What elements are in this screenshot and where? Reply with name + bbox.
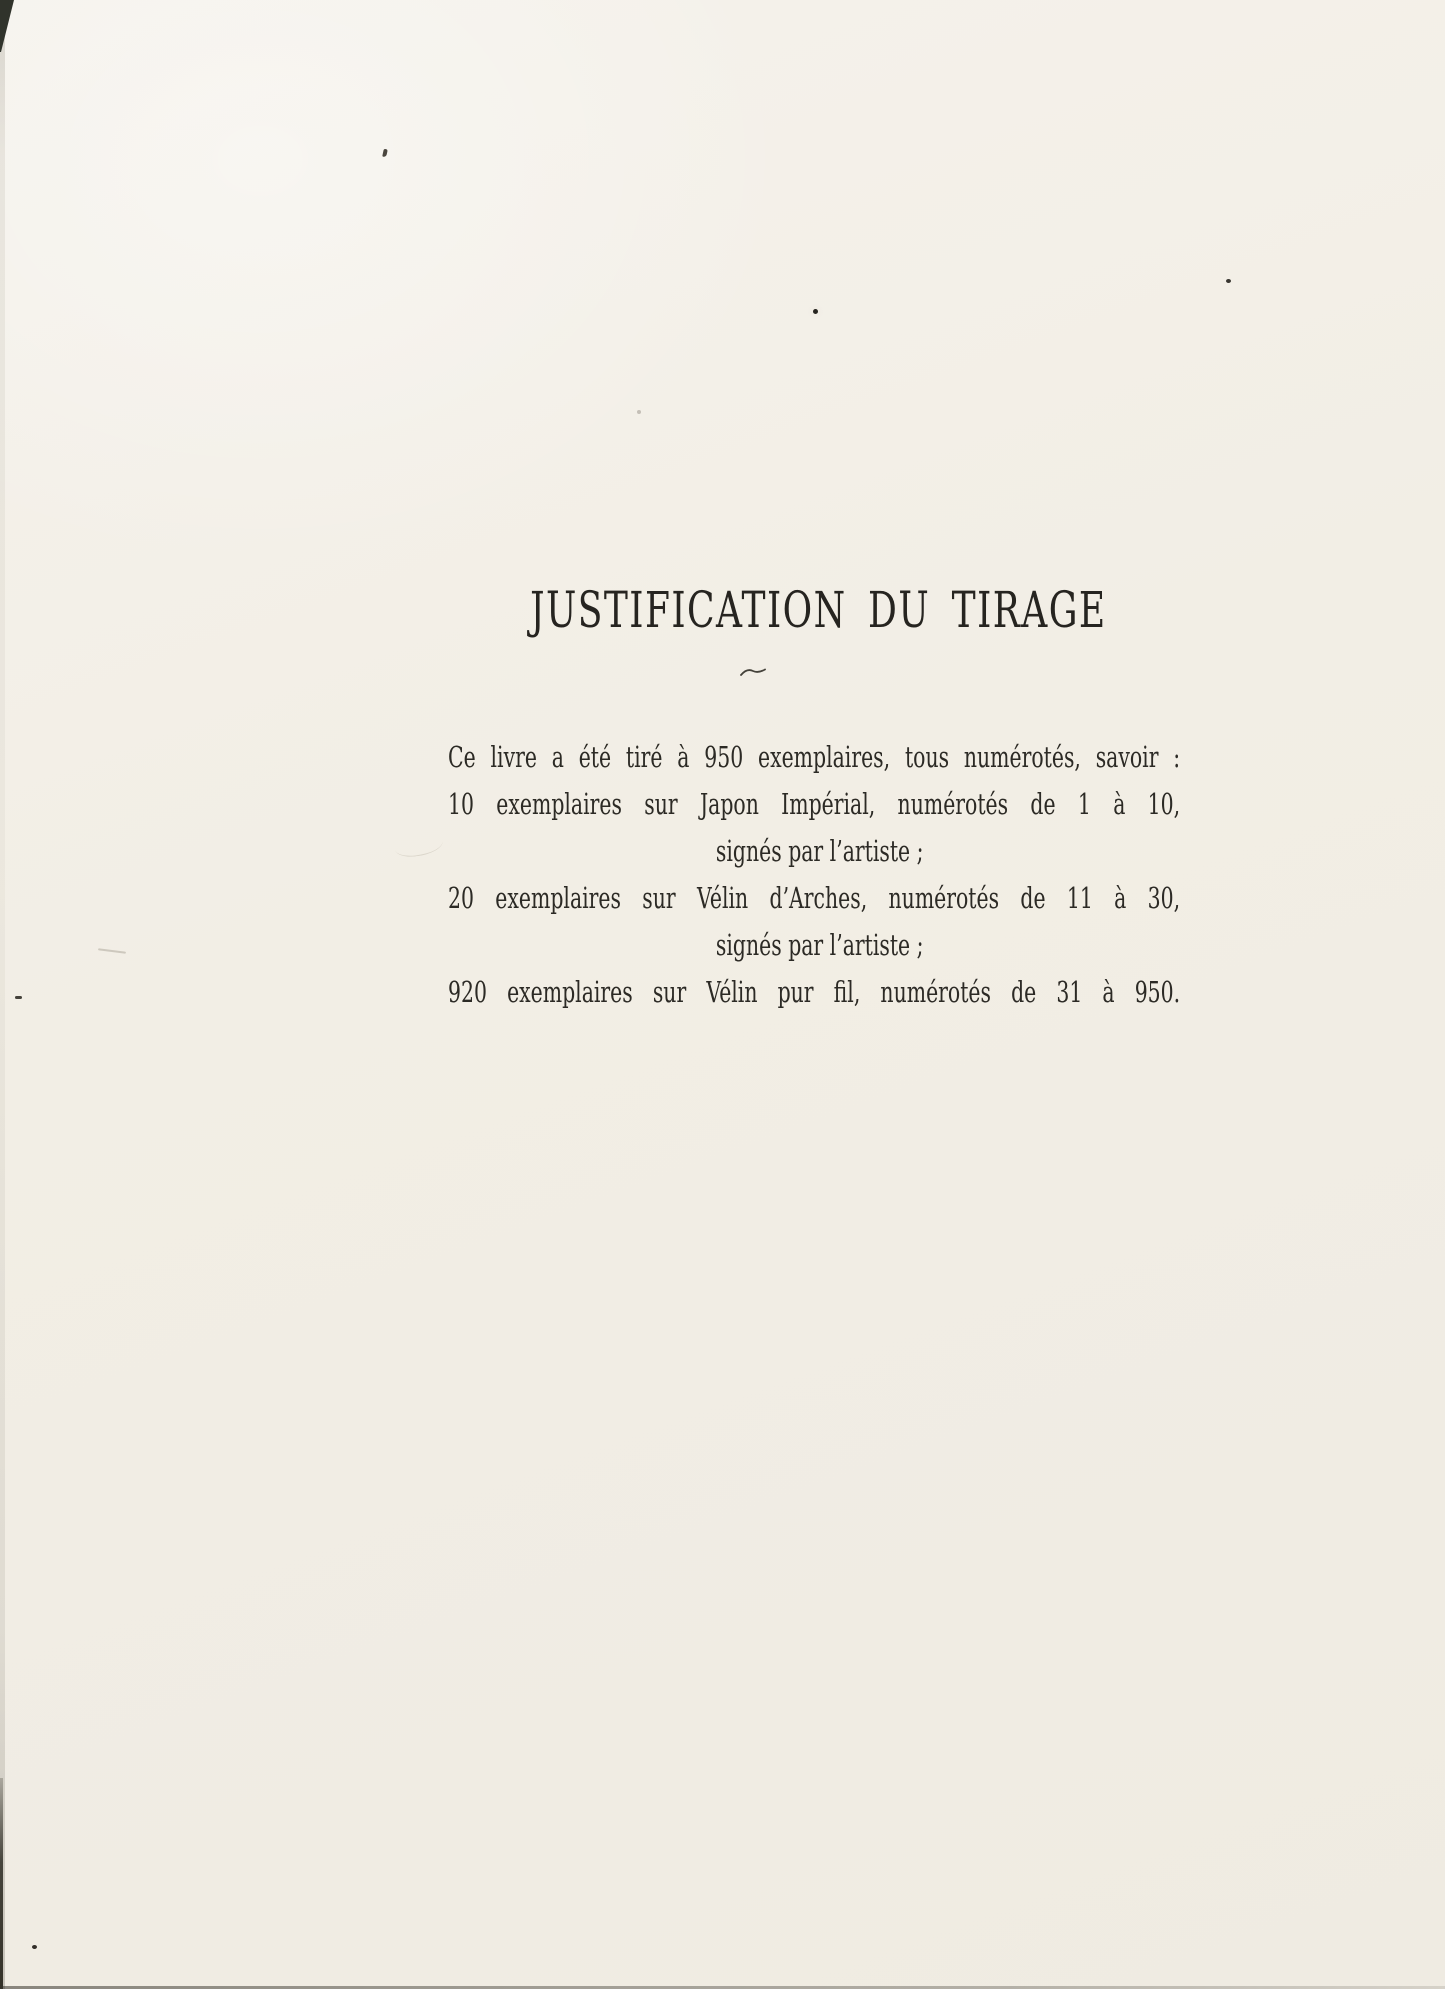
colophon-text-block xyxy=(448,734,1180,1016)
scan-scratch xyxy=(394,833,444,859)
flourish-ornament-icon xyxy=(740,666,766,678)
colophon-line-intro: Ce livre a été tiré à 950 exemplaires, tous numérotés, savoir : xyxy=(448,740,1181,774)
colophon-line-signed-2: signés par l’artiste ; xyxy=(715,928,924,962)
colophon-line-velin-pur-fil: 920 exemplaires sur Vélin pur fil, numérotés de 31 à 950. xyxy=(448,975,1181,1009)
colophon-line-signed-1: signés par l’artiste ; xyxy=(715,834,924,868)
colophon-line-arches: 20 exemplaires sur Vélin d’Arches, numérotés de 11 à 30, xyxy=(448,881,1181,915)
scan-edge-top-left-corner xyxy=(0,0,16,52)
scan-edge-bottom-left xyxy=(0,1778,3,1989)
scan-speck xyxy=(15,996,22,999)
scan-speck xyxy=(813,309,818,314)
page-title-text: JUSTIFICATION DU TIRAGE xyxy=(529,581,1107,639)
scan-speck xyxy=(637,410,641,414)
scan-scratch xyxy=(98,948,126,953)
colophon-line-japon: 10 exemplaires sur Japon Impérial, numérotés de 1 à 10, xyxy=(448,787,1181,821)
page-title xyxy=(408,582,1228,638)
scan-speck xyxy=(32,1945,37,1949)
scan-speck xyxy=(382,149,388,158)
scan-speck xyxy=(1226,279,1231,283)
scan-edge-left xyxy=(0,0,5,1989)
